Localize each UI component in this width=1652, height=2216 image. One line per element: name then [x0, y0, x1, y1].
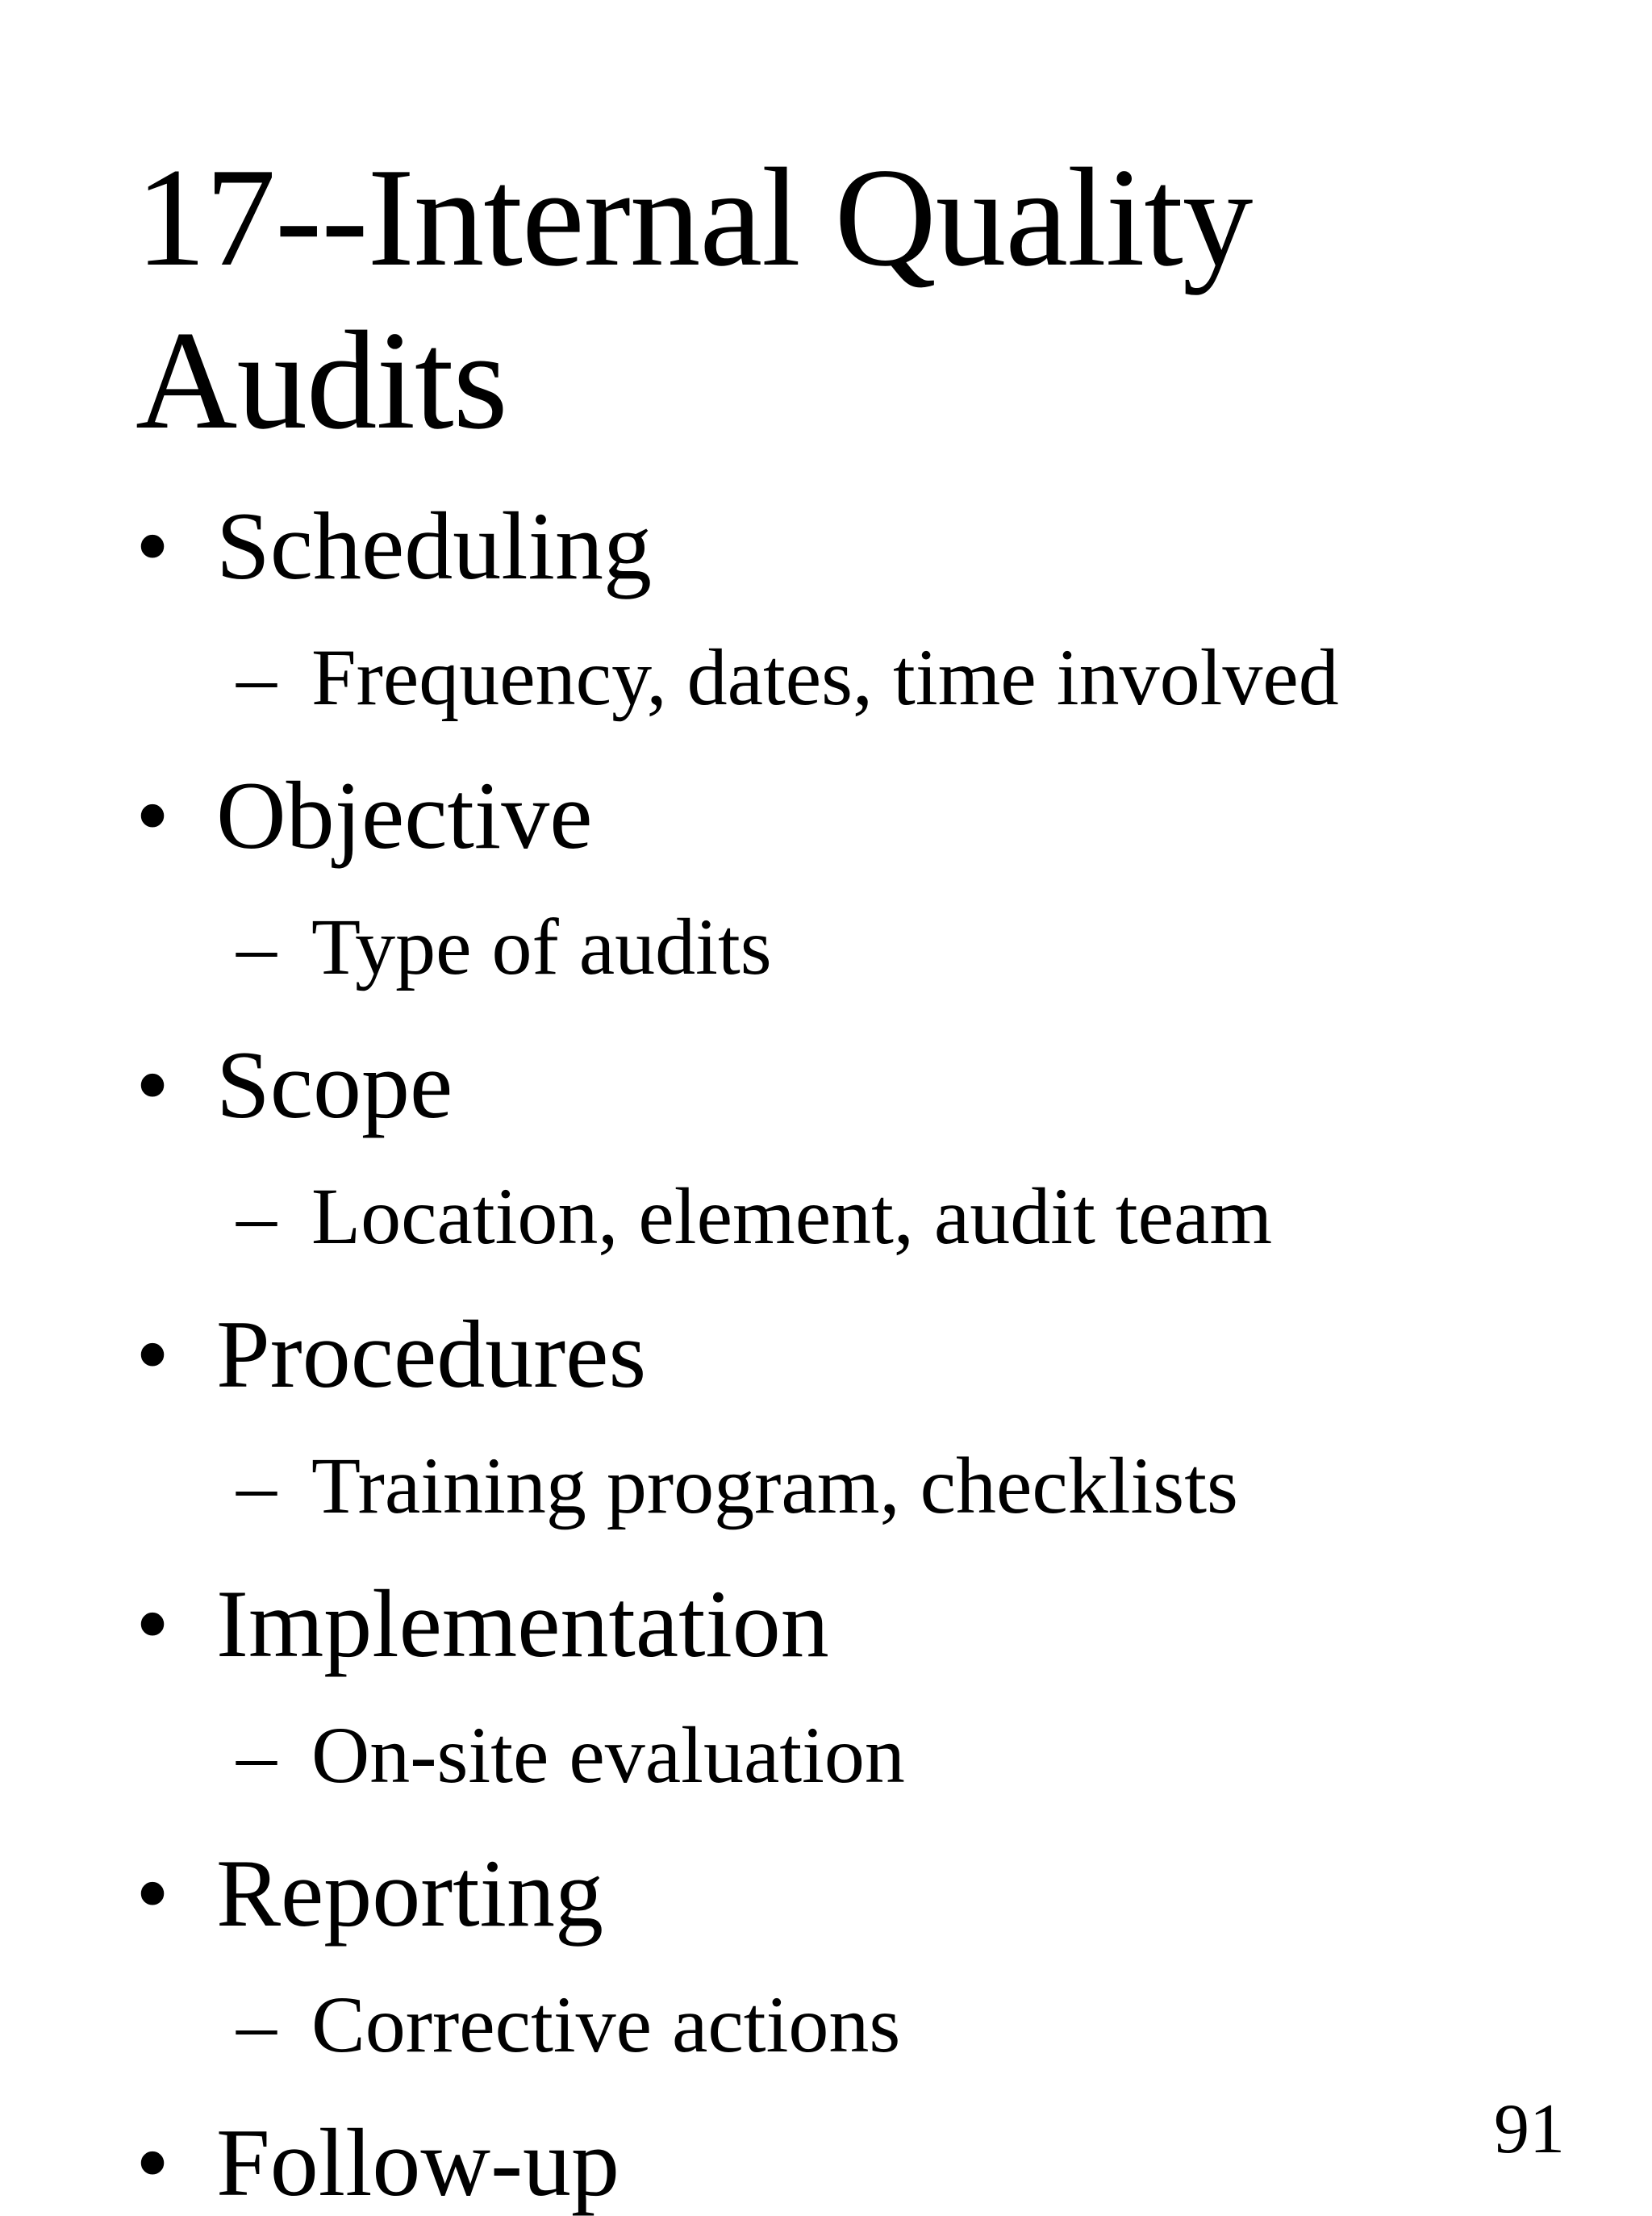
sub-item-label: Training program, checklists — [311, 1441, 1238, 1530]
bullet-label: Objective — [216, 762, 593, 869]
dash-icon: – — [236, 1710, 277, 1800]
dash-icon: – — [236, 1441, 277, 1530]
sub-item-label: Frequency, dates, time involved — [311, 632, 1339, 722]
bullet-icon: • — [136, 1300, 170, 1408]
sub-item-label: Location, element, audit team — [311, 1171, 1273, 1261]
dash-icon: – — [236, 902, 277, 991]
dash-icon: – — [236, 1171, 277, 1261]
bullet-label: Reporting — [216, 1839, 603, 1947]
dash-icon: – — [236, 632, 277, 722]
dash-icon: – — [236, 1980, 277, 2069]
bullet-icon: • — [136, 1570, 170, 1677]
sub-item-label: Type of audits — [311, 902, 772, 991]
bullet-label: Scheduling — [216, 492, 652, 599]
bullet-label: Procedures — [216, 1300, 647, 1408]
sub-item-label: On-site evaluation — [311, 1710, 905, 1800]
sub-item-label: Corrective actions — [311, 1980, 901, 2069]
bullet-label: Follow-up — [216, 2109, 620, 2216]
bullet-icon: • — [136, 1031, 170, 1138]
bullet-icon: • — [136, 762, 170, 869]
title-line-1: 17--Internal Quality — [136, 139, 1253, 295]
bullet-label: Scope — [216, 1031, 453, 1138]
page-number: 91 — [1494, 2090, 1565, 2168]
bullet-icon: • — [136, 1839, 170, 1947]
bullet-icon: • — [136, 492, 170, 599]
bullet-label: Implementation — [216, 1570, 829, 1677]
bullet-icon: • — [136, 2109, 170, 2216]
slide-title — [136, 136, 1547, 461]
title-line-2: Audits — [136, 302, 507, 458]
